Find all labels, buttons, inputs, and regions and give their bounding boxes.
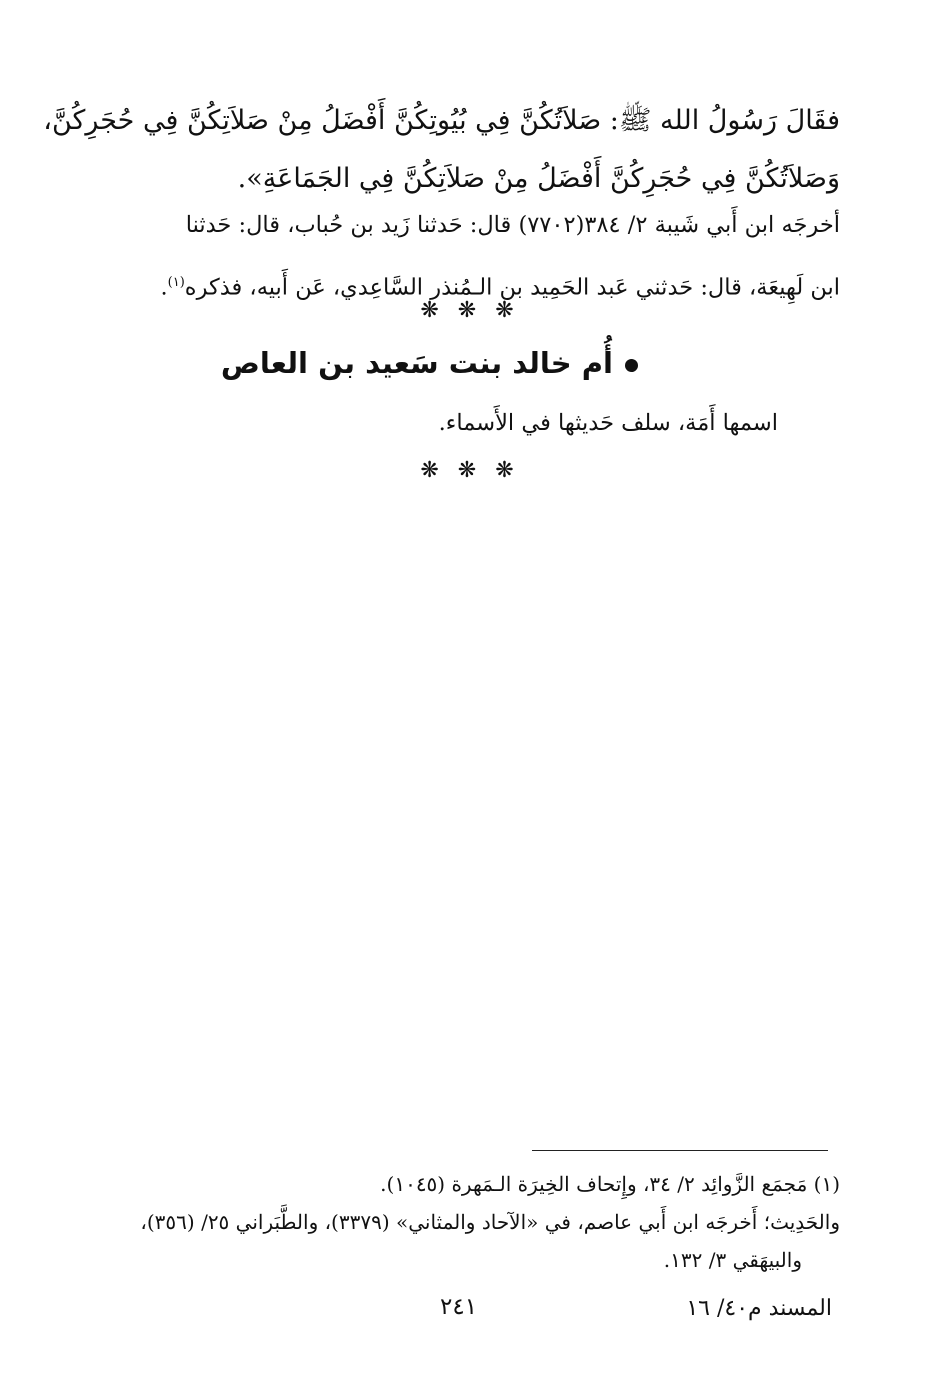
footnote-divider (532, 1150, 828, 1151)
separator-stars: ❋ ❋ ❋ (420, 298, 520, 323)
hadith-line-2: وَصَلاَتُكُنَّ فِي حُجَرِكُنَّ أَفْضَلُ مِنْ صَلاَتِكُنَّ فِي الجَمَاعَةِ». (237, 163, 840, 194)
footnote-reference[interactable]: (١) (167, 275, 185, 290)
bullet-icon (625, 359, 638, 372)
takhrij-line-2-end: . (160, 274, 168, 301)
separator-stars: ❋ ❋ ❋ (420, 458, 520, 483)
entry-title: أُم خالد بنت سَعيد بن العاص (220, 346, 613, 380)
printer-signature: المسند م٤٠/ ١٦ (686, 1296, 832, 1321)
footnotes (98, 1165, 840, 1279)
takhrij-line-2-text: ابن لَهِيعَة، قال: حَدثني عَبد الحَمِيد بن الـمُنذر السَّاعِدي، عَن أَبيه، فذكره (184, 274, 840, 301)
entry-note: اسمها أَمَة، سلف حَديثها في الأَسماء. (438, 410, 778, 436)
takhrij-line-1: أخرجَه ابن أَبي شَيبة ٢/ ٣٨٤(٧٧٠٢) قال: حَدثنا زَيد بن حُباب، قال: حَدثنا (185, 212, 840, 238)
page-number: ٢٤١ (440, 1294, 478, 1320)
hadith-line-1: فقَالَ رَسُولُ الله ﷺ: صَلاَتُكُنَّ فِي بُيُوتِكُنَّ أَفْضَلُ مِنْ صَلاَتِكُنَّ فِي حُجَرِكُنَّ، (43, 105, 840, 136)
hadith-text (43, 92, 840, 208)
footnote-line-2: والحَدِيث؛ أَخرجَه ابن أَبي عاصم، في «الآحاد والمثاني» (٣٣٧٩)، والطَّبَراني ٢٥/ (٣٥٦)، (140, 1210, 840, 1234)
entry-heading (221, 346, 638, 380)
footnote-line-1: (١) مَجمَع الزَّوائِد ٢/ ٣٤، وإِتحاف الخِيرَة الـمَهرة (١٠٤٥). (380, 1172, 840, 1196)
footnote-line-3: والبيهَقي ٣/ ١٣٢. (663, 1248, 802, 1272)
